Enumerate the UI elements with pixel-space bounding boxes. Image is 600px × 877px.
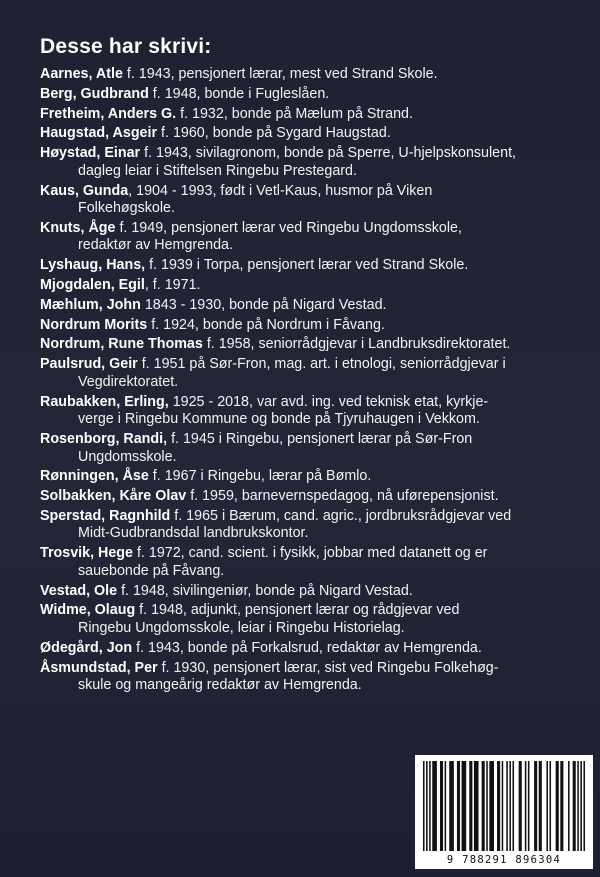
contributor-details-continued: dagleg leiar i Stiftelsen Ringebu Prestegard.: [78, 162, 357, 179]
contributor-entry: [40, 488, 580, 506]
contributor-details: f. 1949, pensjonert lærar ved Ringebu Ungdomsskole,: [115, 219, 462, 236]
barcode-bars: [423, 761, 585, 851]
isbn-number: 9 788291 896304: [446, 854, 562, 866]
contributor-name: Lyshaug, Hans,: [40, 257, 146, 274]
contributor-entry: [40, 583, 580, 601]
contributor-entry: [40, 183, 580, 218]
contributor-name: Paulsrud, Geir: [40, 356, 138, 373]
contributor-name: Trosvik, Hege: [40, 545, 133, 562]
contributor-entry: [40, 220, 580, 255]
contributor-details: f. 1945 i Ringebu, pensjonert lærar på Sør-Fron: [167, 430, 473, 447]
contributor-details-continued: verge i Ringebu Kommune og bonde på Tjyruhaugen i Vekkom.: [78, 411, 480, 428]
contributor-name: Rønningen, Åse: [40, 468, 149, 485]
contributor-details: f. 1943, sivilagronom, bonde på Sperre, U-hjelpskonsulent,: [140, 145, 517, 162]
contributor-details: f. 1948, bonde i Fugleslåen.: [148, 85, 330, 102]
contributor-details: f. 1930, pensjonert lærar, sist ved Ringebu Folkehøg-: [157, 659, 499, 676]
contributor-entry: [40, 356, 580, 391]
contributor-entry: [40, 545, 580, 580]
contributor-entry: [40, 317, 580, 335]
contributor-details: f. 1948, adjunkt, pensjonert lærar og rådgjevar ved: [135, 602, 460, 619]
contributor-details-continued: redaktør av Hemgrenda.: [78, 237, 233, 254]
contributor-details-continued: sauebonde på Fåvang.: [78, 562, 225, 579]
contributor-name: Knuts, Åge: [40, 219, 116, 236]
contributor-details: f. 1958, seniorrådgjevar i Landbruksdirektoratet.: [202, 336, 511, 353]
contributor-entry: [40, 257, 580, 275]
contributor-details: , f. 1971.: [144, 277, 201, 294]
contributor-name: Mjogdalen, Egil: [40, 277, 145, 294]
contributor-details: 1843 - 1930, bonde på Nigard Vestad.: [140, 296, 387, 313]
contributor-entry: [40, 336, 580, 354]
contributor-name: Fretheim, Anders G.: [40, 105, 177, 122]
contributor-details: f. 1939 i Torpa, pensjonert lærar ved Strand Skole.: [145, 257, 469, 274]
contributor-name: Ødegård, Jon: [40, 639, 133, 656]
contributor-name: Vestad, Ole: [40, 582, 118, 599]
contributor-name: Rosenborg, Randi,: [40, 430, 168, 447]
contributor-entry: [40, 297, 580, 315]
contributor-details-continued: skule og mangeårig redaktør av Hemgrenda.: [78, 677, 362, 694]
contributor-details-continued: Ringebu Ungdomsskole, leiar i Ringebu Historielag.: [78, 619, 405, 636]
contributor-details: f. 1959, barnevernspedagog, nå uførepensjonist.: [186, 488, 499, 505]
contributor-name: Åsmundstad, Per: [40, 659, 158, 676]
contributor-entry: [40, 394, 580, 429]
contributor-details: f. 1951 på Sør-Fron, mag. art. i etnologi, seniorrådgjevar i: [137, 356, 506, 373]
contributor-name: Sperstad, Ragnhild: [40, 507, 171, 524]
contributor-details: f. 1924, bonde på Nordrum i Fåvang.: [147, 316, 385, 333]
contributor-entry: [40, 640, 580, 658]
contributor-details-continued: Folkehøgskole.: [78, 200, 175, 217]
contributor-entry: [40, 125, 580, 143]
contributor-details: f. 1943, bonde på Forkalsrud, redaktør av Hemgrenda.: [132, 639, 482, 656]
contributor-entry: [40, 660, 580, 695]
contributor-name: Berg, Gudbrand: [40, 85, 149, 102]
contributor-list: [40, 66, 580, 697]
contributor-details: f. 1967 i Ringebu, lærar på Bømlo.: [148, 468, 372, 485]
contributor-details: f. 1972, cand. scient. i fysikk, jobbar med datanett og er: [132, 545, 488, 562]
contributor-details-continued: Midt-Gudbrandsdal landbrukskontor.: [78, 525, 309, 542]
contributor-entry: [40, 602, 580, 637]
contributor-name: Kaus, Gunda: [40, 182, 129, 199]
contributor-details: f. 1960, bonde på Sygard Haugstad.: [157, 125, 391, 142]
contributor-name: Høystad, Einar: [40, 145, 141, 162]
contributor-name: Solbakken, Kåre Olav: [40, 488, 187, 505]
contributor-name: Nordrum Morits: [40, 316, 148, 333]
contributor-entry: [40, 66, 580, 84]
contributor-entry: [40, 508, 580, 543]
contributor-details: f. 1943, pensjonert lærar, mest ved Strand Skole.: [122, 66, 438, 82]
contributor-details: , 1904 - 1993, født i Vetl-Kaus, husmor på Viken: [128, 182, 433, 199]
contributor-details-continued: Vegdirektoratet.: [78, 373, 179, 390]
contributor-details: f. 1965 i Bærum, cand. agric., jordbruksrådgjevar ved: [170, 507, 512, 524]
contributor-details-continued: Ungdomsskole.: [78, 448, 177, 465]
contributor-name: Haugstad, Asgeir: [40, 125, 158, 142]
contributor-entry: [40, 145, 580, 180]
contributor-name: Raubakken, Erling,: [40, 393, 169, 410]
contributor-entry: [40, 431, 580, 466]
contributor-details: f. 1932, bonde på Mælum på Strand.: [176, 105, 413, 122]
contributor-entry: [40, 86, 580, 104]
contributor-entry: [40, 277, 580, 295]
isbn-barcode: [415, 755, 593, 869]
contributor-details: 1925 - 2018, var avd. ing. ved teknisk etat, kyrkje-: [168, 393, 489, 410]
contributor-name: Nordrum, Rune Thomas: [40, 336, 203, 353]
contributor-name: Aarnes, Atle: [40, 66, 123, 82]
contributor-name: Mæhlum, John: [40, 296, 141, 313]
contributor-entry: [40, 106, 580, 124]
contributor-entry: [40, 468, 580, 486]
contributor-details: f. 1948, sivilingeniør, bonde på Nigard Vestad.: [117, 582, 413, 599]
contributor-name: Widme, Olaug: [40, 602, 136, 619]
contributors-heading: Desse har skrivi:: [40, 35, 212, 58]
